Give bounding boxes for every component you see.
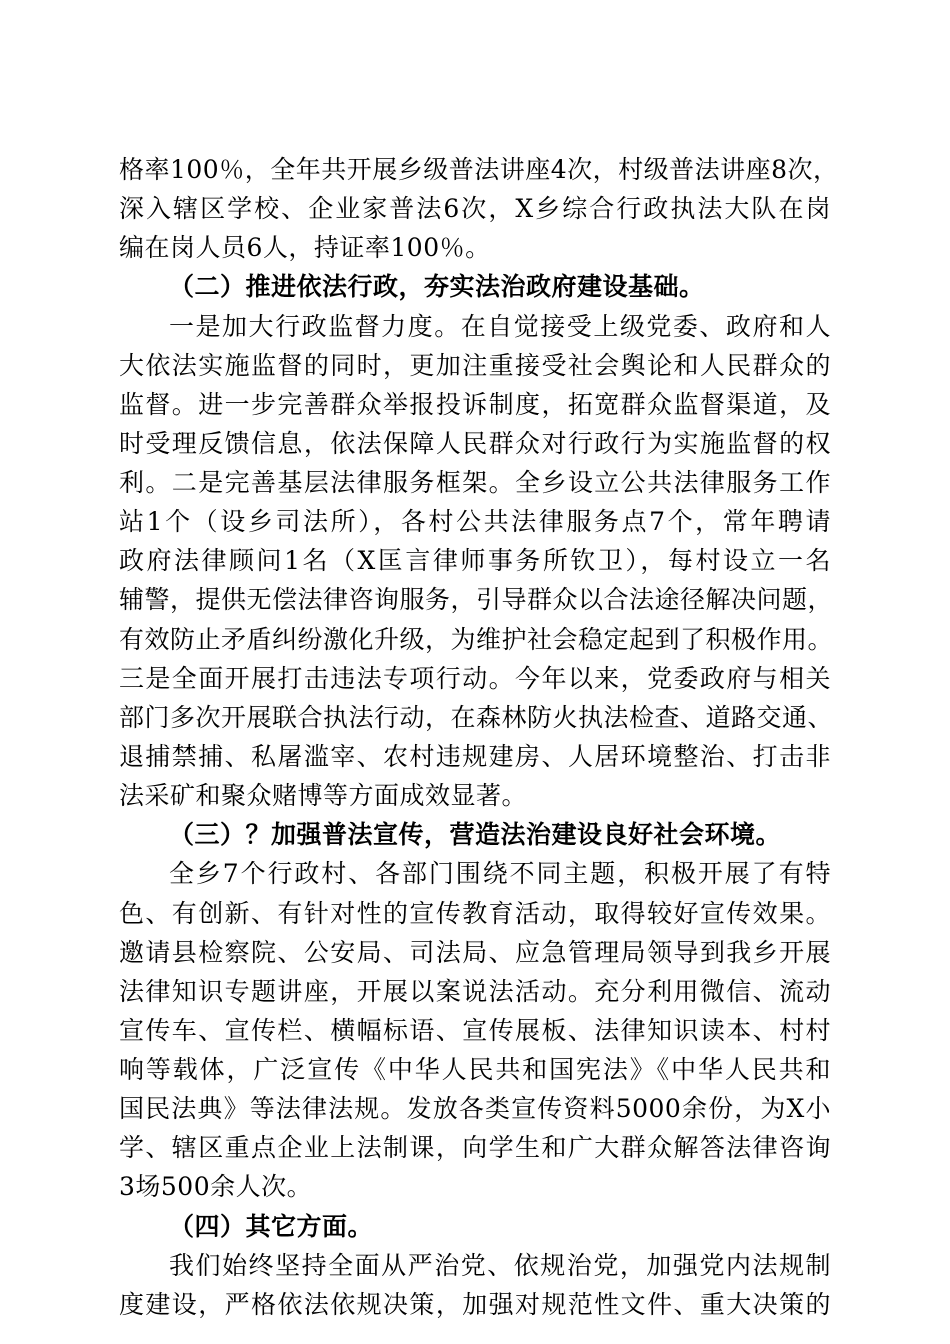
- text-line: 深入辖区学校、企业家普法6次，X乡综合行政执法大队在岗: [119, 194, 831, 224]
- text-line: 监督。进一步完善群众举报投诉制度，拓宽群众监督渠道，及: [119, 389, 831, 419]
- text-line: 学、辖区重点企业上法制课，向学生和广大群众解答法律咨询: [119, 1133, 831, 1163]
- text-line: 色、有创新、有针对性的宣传教育活动，取得较好宣传效果。: [119, 898, 831, 928]
- text-line: 我们始终坚持全面从严治党、依规治党，加强党内法规制: [169, 1250, 831, 1280]
- text-line: 编在岗人员6人，持证率100％。: [119, 233, 491, 263]
- text-line: 宣传车、宣传栏、横幅标语、宣传展板、法律知识读本、村村: [119, 1015, 831, 1045]
- text-line: 有效防止矛盾纠纷激化升级，为维护社会稳定起到了积极作用。: [119, 624, 834, 654]
- text-line: 度建设，严格依法依规决策，加强对规范性文件、重大决策的: [119, 1289, 831, 1319]
- text-line: 邀请县检察院、公安局、司法局、应急管理局领导到我乡开展: [119, 937, 831, 967]
- section-heading: （二）推进依法行政，夯实法治政府建设基础。: [169, 272, 705, 302]
- text-line: 大依法实施监督的同时，更加注重接受社会舆论和人民群众的: [119, 350, 831, 380]
- text-line: 退捕禁捕、私屠滥宰、农村违规建房、人居环境整治、打击非: [119, 742, 831, 771]
- text-line: 站1个（设乡司法所），各村公共法律服务点7个，常年聘请: [119, 507, 831, 537]
- text-line: 响等载体，广泛宣传《中华人民共和国宪法》《中华人民共和: [119, 1055, 831, 1085]
- text-line: 部门多次开展联合执法行动，在森林防火执法检查、道路交通、: [119, 702, 834, 732]
- text-line: 辅警，提供无偿法律咨询服务，引导群众以合法途径解决问题，: [119, 585, 834, 615]
- text-line: 政府法律顾问1名（X匡言律师事务所钦卫），每村设立一名: [119, 546, 831, 576]
- text-line: 时受理反馈信息，依法保障人民群众对行政行为实施监督的权: [119, 428, 831, 458]
- text-line: 一是加大行政监督力度。在自觉接受上级党委、政府和人: [169, 311, 831, 341]
- text-line: 法律知识专题讲座，开展以案说法活动。充分利用微信、流动: [119, 976, 831, 1006]
- text-line: 3场500余人次。: [119, 1172, 313, 1202]
- text-line: 格率100％，全年共开展乡级普法讲座4次，村级普法讲座8次，: [119, 155, 839, 184]
- text-line: 利。二是完善基层法律服务框架。全乡设立公共法律服务工作: [119, 468, 831, 498]
- text-line: 国民法典》等法律法规。发放各类宣传资料5000余份，为X小: [119, 1094, 831, 1124]
- section-heading: （四）其它方面。: [169, 1211, 374, 1241]
- text-line: 三是全面开展打击违法专项行动。今年以来，党委政府与相关: [119, 663, 831, 693]
- text-line: 全乡7个行政村、各部门围绕不同主题，积极开展了有特: [169, 859, 831, 889]
- text-line: 法采矿和聚众赌博等方面成效显著。: [119, 781, 528, 811]
- section-heading: （三）？加强普法宣传，营造法治建设良好社会环境。: [169, 820, 782, 850]
